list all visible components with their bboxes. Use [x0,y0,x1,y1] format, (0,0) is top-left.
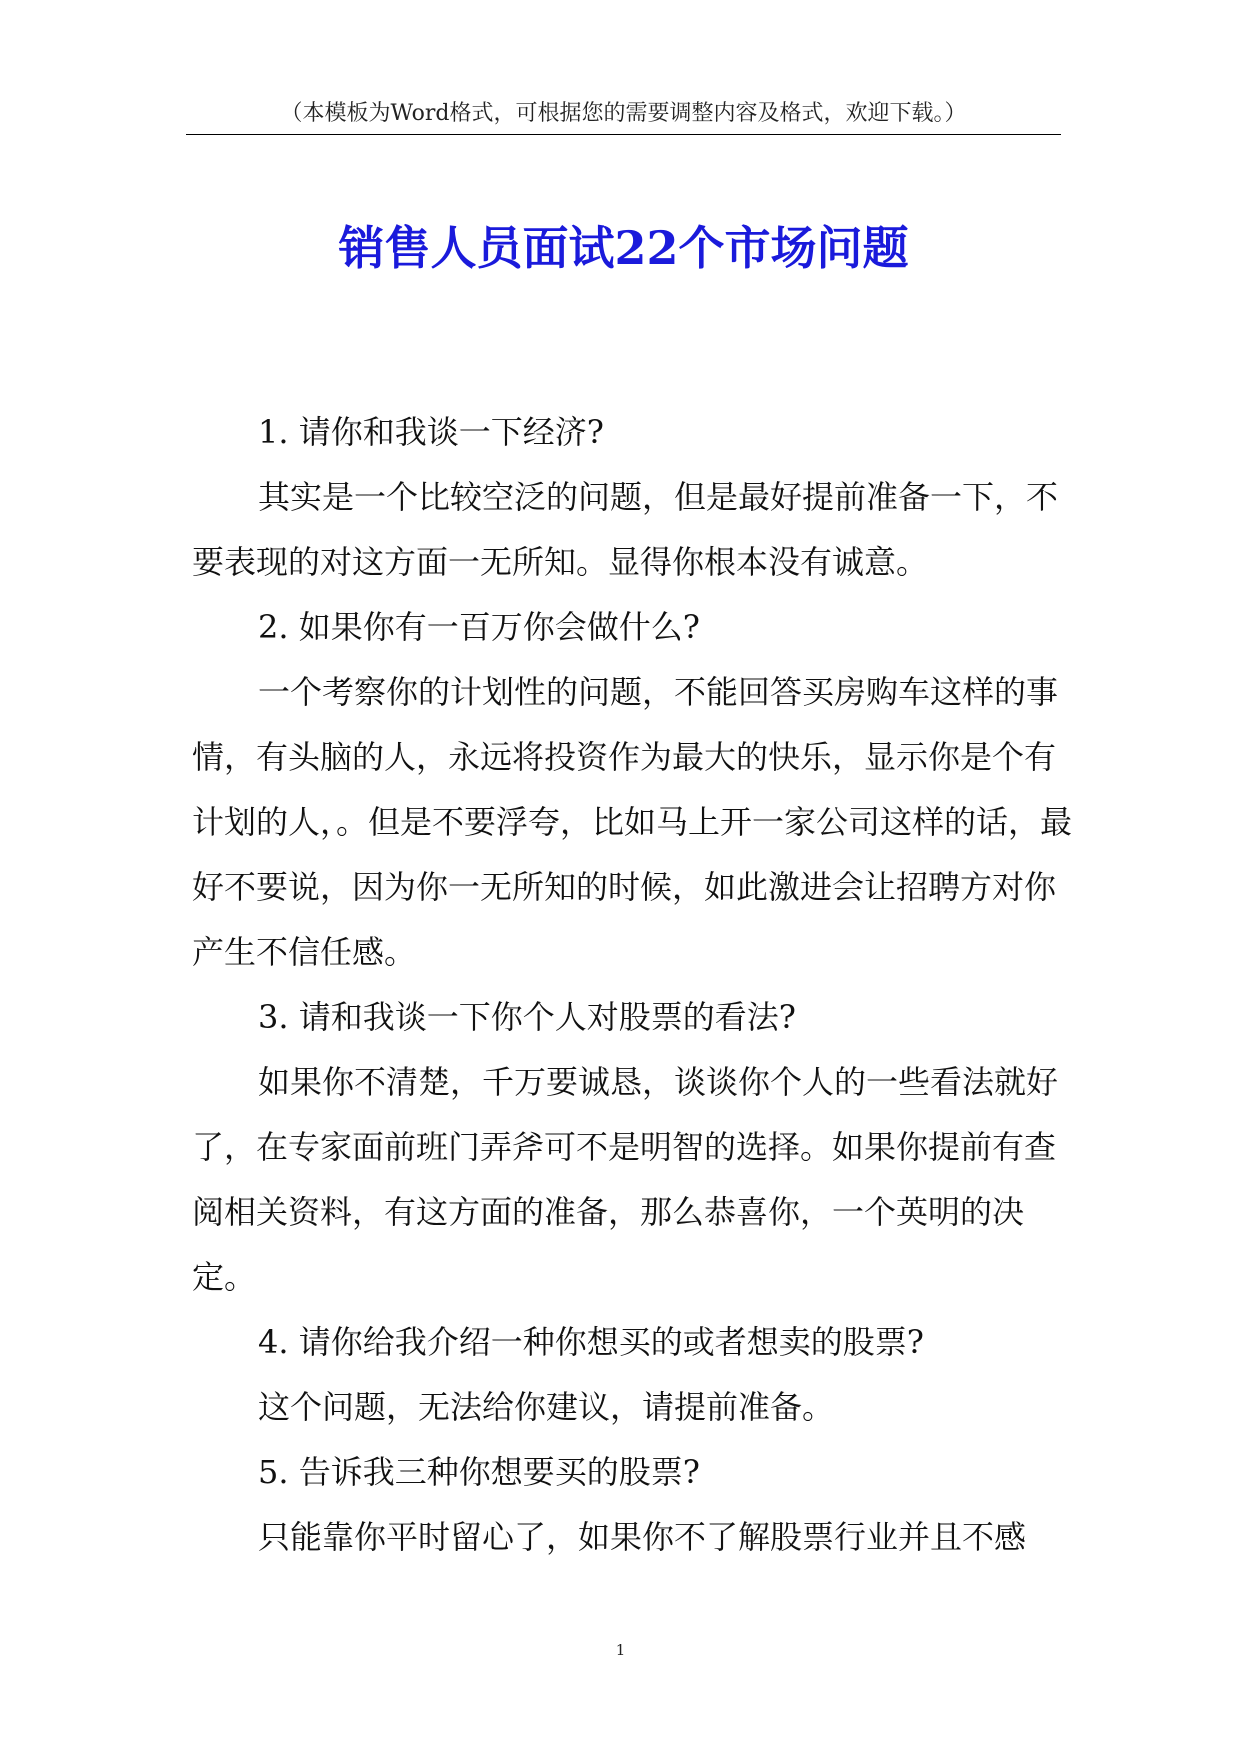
question-2: 2. 如果你有一百万你会做什么? [258,608,700,646]
document-body [192,400,1072,1570]
header-divider [186,134,1061,135]
document-title: 销售人员面试22个市场问题 [338,221,909,275]
question-3: 3. 请和我谈一下你个人对股票的看法? [258,998,796,1036]
question-1: 1. 请你和我谈一下经济? [258,413,604,451]
answer-5: 只能靠你平时留心了，如果你不了解股票行业并且不感 [258,1518,1027,1556]
answer-3: 如果你不清楚，千万要诚恳，谈谈你个人的一些看法就好了，在专家面前班门弄斧可不是明智的选择。如果你提前有查阅相关资料，有这方面的准备，那么恭喜你，一个英明的决定。 [192,1063,1059,1296]
page-number: 1 [615,1641,626,1659]
question-5: 5. 告诉我三种你想要买的股票? [258,1453,700,1491]
answer-1: 其实是一个比较空泛的问题，但是最好提前准备一下，不要表现的对这方面一无所知。显得你根本没有诚意。 [192,478,1059,581]
answer-2: 一个考察你的计划性的问题，不能回答买房购车这样的事情，有头脑的人，永远将投资作为最大的快乐，显示你是个有计划的人，。但是不要浮夸，比如马上开一家公司这样的话，最好不要说，因为你一无所知的时候，如此激进会让招聘方对你产生不信任感。 [192,673,1073,971]
template-note: （本模板为Word格式，可根据您的需要调整内容及格式，欢迎下载。） [280,101,967,126]
question-4: 4. 请你给我介绍一种你想买的或者想卖的股票? [258,1323,924,1361]
answer-4: 这个问题，无法给你建议，请提前准备。 [258,1388,835,1426]
